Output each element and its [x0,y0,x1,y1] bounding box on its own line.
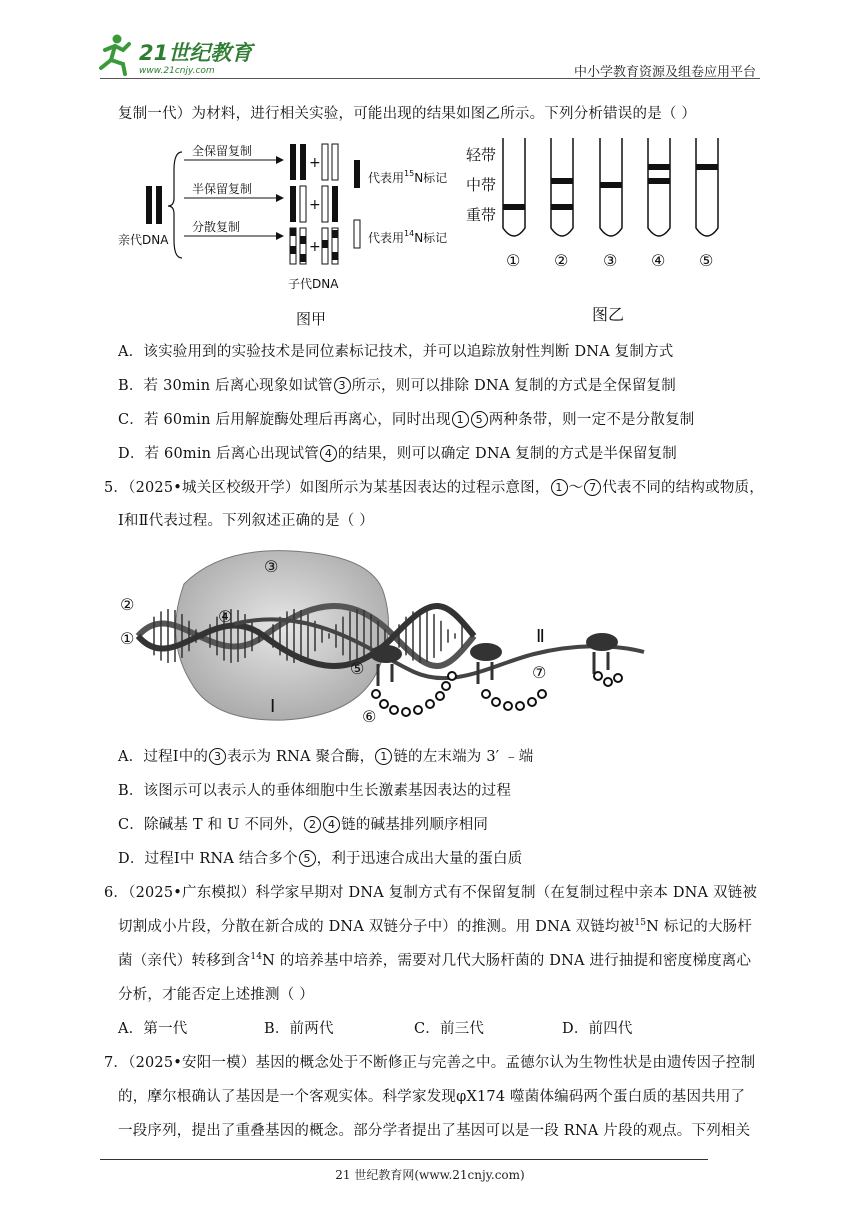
header-divider [100,78,760,79]
mode-semi-conservative: 半保留复制 [192,182,253,196]
label-6: ⑥ [362,707,377,726]
circled-number: 5 [299,850,316,867]
circled-number: 7 [584,479,601,496]
tube-label-2: ② [554,251,569,270]
legend-15n-label: 代表用$^{15}$N标记 [368,169,448,185]
circled-number: 1 [375,748,392,765]
label-3: ③ [264,557,279,576]
legend-15n-swatch [354,160,360,188]
amino-acid [372,690,380,698]
dna-band [648,164,670,170]
amino-acid [594,672,602,680]
amino-acid [528,698,536,706]
gene-expression-figure [114,544,654,736]
svg-text:+: + [309,239,321,255]
figure-yi-caption: 图乙 [592,305,625,324]
amino-acid [402,708,410,716]
amino-acid [426,700,434,708]
footer-text: 21 世纪教育网(www.21cnjy.com) [335,1168,525,1182]
centrifuge-tube [648,138,670,236]
svg-text:+: + [309,155,321,171]
q7-line3: 一段序列，提出了重叠基因的概念。部分学者提出了基因可以是一段 RNA 片段的观点。下列相关 [118,1123,751,1139]
circled-number: 1 [551,479,568,496]
q4-option-b: B．若 30min 后离心现象如试管 3 所示，则可以排除 DNA 复制的方式是全保留复制 [118,378,676,394]
circled-number: 2 [304,816,321,833]
amino-acid [492,698,500,706]
amino-acid [538,690,546,698]
amino-acid [504,702,512,710]
q6-line4: 分析，才能否定上述推测（ ） [118,987,314,1003]
trna [594,652,608,674]
svg-text:21世纪教育: 21世纪教育 [139,41,253,65]
figure-yi [464,136,734,336]
label-2: ② [120,595,135,614]
centrifuge-tube [503,138,525,236]
q6-line1: 6．（2025•广东模拟）科学家早期对 DNA 复制方式有不保留复制（在复制过程中亲本 DNA 双链被 [104,885,758,901]
svg-text:www.21cnjy.com: www.21cnjy.com [139,66,215,76]
dna-band [551,204,573,210]
band-mid-label: 中带 [466,176,497,194]
label-7: ⑦ [532,663,547,682]
tube-label-4: ④ [651,251,666,270]
footer-divider [100,1159,708,1160]
q6-option-c: C．前三代 [414,1021,485,1037]
amino-acid [482,690,490,698]
ribosomes [370,633,618,686]
child-dna-label: 子代DNA [288,277,339,291]
child-dna-full-conservative [290,144,338,180]
amino-acid [380,700,388,708]
process-2-label: Ⅱ [536,626,545,647]
q6-option-a: A．第一代 [118,1021,188,1037]
dna-band [696,164,718,170]
q6-option-d: D．前四代 [562,1021,633,1037]
q5-stem-line1: 5．（2025•城关区校级开学）如图所示为某基因表达的过程示意图， 1 ～ 7 代表不同的结构或物质， [104,480,764,496]
figure-jia-caption: 图甲 [296,310,327,328]
amino-acid [448,672,456,680]
legend-14n-label: 代表用$^{14}$N标记 [368,229,448,245]
q7-line1: 7．（2025•安阳一模）基因的概念处于不断修正与完善之中。孟德尔认为生物性状是由遗传因子控制 [104,1055,756,1071]
q4-intro: 复制一代）为材料，进行相关实验，可能出现的结果如图乙所示。下列分析错误的是（ ） [118,106,697,122]
circled-number: 5 [471,411,488,428]
circled-number: 4 [323,816,340,833]
amino-acid [436,692,444,700]
site-logo [95,30,265,80]
dna-band [648,178,670,184]
mode-full-conservative: 全保留复制 [192,144,253,158]
amino-acid [516,702,524,710]
q6-line2: 切割成小片段，分散在新合成的 DNA 双链分子中）的推测。用 DNA 双链均被$^{15}$N 标记的大肠杆 [118,918,753,935]
q7-line2: 的，摩尔根确认了基因是一个客观实体。科学家发现φX174 噬菌体编码两个蛋白质的基因共用了 [118,1089,746,1105]
peptide-chains [372,672,622,716]
parent-dna-strand-right [156,186,162,224]
circled-number: 4 [320,445,337,462]
amino-acid [614,674,622,682]
centrifuge-tubes [503,138,718,236]
parent-dna-label: 亲代DNA [118,233,169,247]
amino-acid [414,706,422,714]
runner-icon [101,35,129,75]
amino-acid [390,706,398,714]
label-5: ⑤ [350,659,365,678]
legend-14n-swatch [354,220,360,248]
trna [378,664,392,686]
dna-band [600,182,622,188]
label-4: ④ [218,607,233,626]
q6-line3: 菌（亲代）转移到含$^{14}$N 的培养基中培养，需要对几代大肠杆菌的 DNA 进行抽提和密度梯度离心 [118,952,752,969]
figure-jia [116,136,476,336]
dna-band [551,178,573,184]
mode-dispersive: 分散复制 [192,220,241,234]
parent-dna-strand-left [146,186,152,224]
process-1-label: Ⅰ [270,696,276,717]
q5-option-c: C．除碱基 T 和 U 不同外， 2 4 链的碱基排列顺序相同 [118,817,489,833]
band-light-label: 轻带 [466,146,497,164]
tube-label-3: ③ [603,251,618,270]
q4-option-d: D．若 60min 后离心出现试管 4 的结果，则可以确定 DNA 复制的方式是半保留复制 [118,446,677,462]
q4-option-a: A．该实验用到的实验技术是同位素标记技术，并可以追踪放射性判断 DNA 复制方式 [118,344,674,360]
brace [168,152,182,258]
band-heavy-label: 重带 [466,206,497,224]
child-dna-semi-conservative [290,186,338,222]
tube-label-5: ⑤ [699,251,714,270]
q5-option-a: A．过程Ⅰ中的 3 表示为 RNA 聚合酶， 1 链的左末端为 3′ ﹣端 [118,749,534,765]
tube-label-1: ① [506,251,521,270]
centrifuge-tube [551,138,573,236]
amino-acid [442,682,450,690]
svg-text:+: + [309,197,321,213]
platform-name: 中小学教育资源及组卷应用平台 [573,65,756,80]
dna-band [503,204,525,210]
child-dna-dispersive [290,228,338,264]
q5-option-b: B．该图示可以表示人的垂体细胞中生长激素基因表达的过程 [118,783,512,799]
amino-acid [604,678,612,686]
circled-number: 3 [334,377,351,394]
ribosome [370,645,402,663]
ribosome [470,643,502,661]
q5-option-d: D．过程Ⅰ中 RNA 结合多个 5 ，利于迅速合成出大量的蛋白质 [118,851,523,867]
centrifuge-tube [696,138,718,236]
circled-number: 1 [452,411,469,428]
circled-number: 3 [209,748,226,765]
q6-option-b: B．前两代 [264,1021,334,1037]
q5-stem-line2: Ⅰ和Ⅱ代表过程。下列叙述正确的是（ ） [118,513,374,529]
q4-option-c: C．若 60min 后用解旋酶处理后再离心，同时出现 1 5 两种条带，则一定不是分散复制 [118,412,695,428]
label-1: ① [120,629,135,648]
ribosome [586,633,618,651]
